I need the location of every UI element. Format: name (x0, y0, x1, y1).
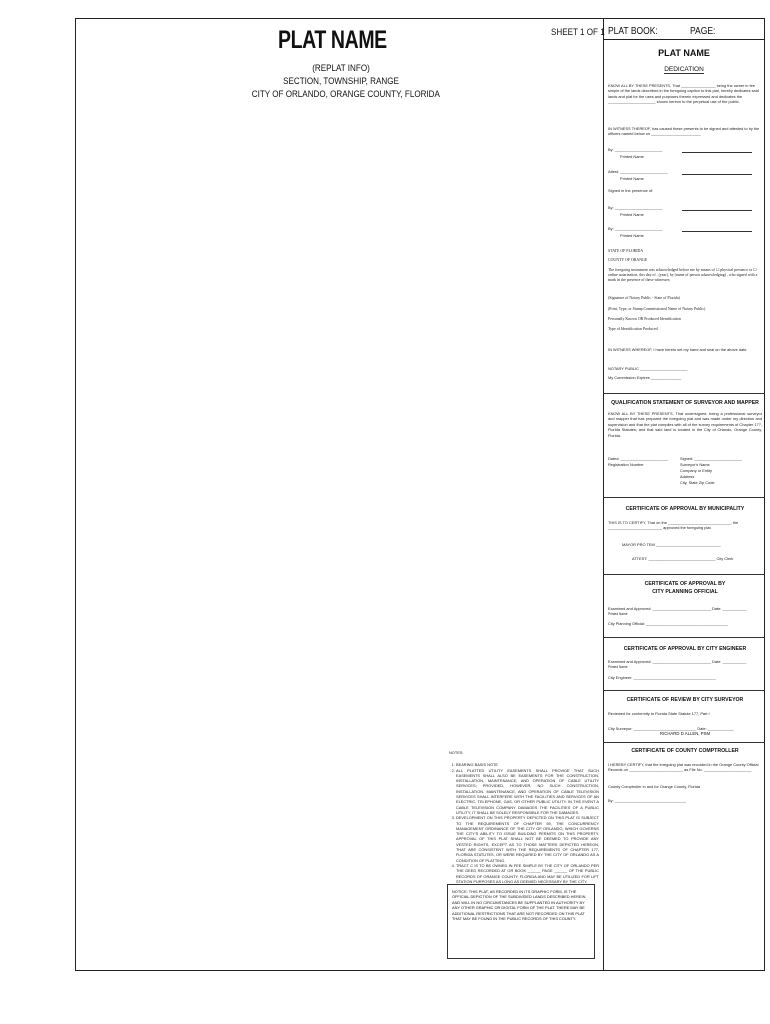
engineer-title: CERTIFICATE OF APPROVAL BY CITY ENGINEER (623, 646, 747, 652)
comptroller-by: By: _________________________________ (608, 798, 687, 803)
surveyor-body: KNOW ALL BY THESE PRESENTS, That undersigned, being a professional surveyor and mapper that has prepared the foregoing plat and was made under my direction and supervision and that the plat complies with all of the survey requirements of Chapter 177, Florida Statutes; and that said land is located in the City of Orlando, Orange County, Florida. (608, 411, 762, 438)
planning-title-1: CERTIFICATE OF APPROVAL BY (644, 581, 726, 587)
surveyor-dated: Dated: ______________________ (608, 456, 669, 461)
dedication-by-3: By: ______________________ (608, 226, 663, 231)
city-surveyor-title: CERTIFICATE OF REVIEW BY CITY SURVEYOR (626, 697, 744, 703)
comptroller-county: County Comptroller in and for Orange County, Florida (608, 784, 701, 789)
notary-public-line: NOTARY PUBLIC ______________________ (608, 366, 688, 371)
comptroller-title: CERTIFICATE OF COUNTY COMPTROLLER (631, 748, 739, 754)
section-township-range: SECTION, TOWNSHIP, RANGE (283, 76, 399, 87)
plat-sheet-border (75, 18, 765, 971)
section-divider (603, 497, 765, 498)
municipality-body: THIS IS TO CERTIFY, That on the _____________________________, the _________________________ approved the foregoing plat. (608, 520, 739, 531)
dedication-attest: Attest: ______________________ (608, 169, 668, 174)
dedication-title: DEDICATION (664, 66, 704, 73)
notes-list (449, 762, 599, 884)
city-planning-official: City Planning Official: ______________________________________ (608, 621, 729, 626)
notice-box (447, 884, 595, 959)
commission-expires: My Commission Expires ______________ (608, 375, 682, 380)
notes-block (449, 750, 599, 884)
surveyor-title: QUALIFICATION STATEMENT OF SURVEYOR AND MAPPER (611, 400, 759, 406)
note-item: 4. TRACT C IS TO BE OWNED IN FEE SIMPLE BY THE CITY OF ORLANDO PER THE DEED RECORDED AT OR BOOK ______ PAGE ______ OF THE PUBLIC RECORDS OF ORANGE COUNTY, FLORIDA AND MAY BE UTILIZED FOR LIFT STATION PURPOSES AS LONG AS DEEMED NECESSARY BY THE CITY. (456, 863, 599, 884)
dedication-by-2: By: ______________________ (608, 205, 663, 210)
header-divider (603, 39, 765, 40)
signed-presence: Signed in the presence of: (608, 188, 654, 193)
dedication-body: KNOW ALL BY THESE PRESENTS, That ________________ being the owner in fee simple of the lands described in the foregoing caption to this plat, hereby dedicates said lands and plat for the uses and purposes therein expressed and dedicates the ______________________ shown hereon to the perpetual use of the public. (608, 83, 759, 105)
county-of-orange: COUNTY OF ORANGE (608, 258, 648, 262)
mayor-pro-tem: MAYOR PRO TEM ______________________________ (622, 542, 721, 547)
notice-text: NOTICE: THIS PLAT, AS RECORDED IN ITS GRAPHIC FORM, IS THE OFFICIAL DEPICTION OF THE SUBDIVIDED LANDS DESCRIBED HEREIN AND WILL IN NO CIRCUMSTANCES BE SUPPLANTED IN AUTHORITY BY ANY OTHER GRAPHIC OR DIGITAL FORM OF THE PLAT. THERE MAY BE ADDITIONAL RESTRICTIONS THAT ARE NOT RECORDED ON THIS PLAT THAT MAY BE FOUND IN THE PUBLIC RECORDS OF THIS COUNTY. (452, 889, 586, 922)
section-divider (603, 690, 765, 691)
note-item: 2. ALL PLATTED UTILITY EASEMENTS SHALL PROVIDE THAT SUCH EASEMENTS SHALL ALSO BE EASEMENTS FOR THE CONSTRUCTION, INSTALLATION, MAINTENANCE, AND OPERATION OF CABLE UTILITY SERVICES; PROVIDED, HOWEVER, NO SUCH CONSTRUCTION, INSTALLATION, MAINTENANCE, AND OPERATION OF CABLE TELEVISION SERVICES SHALL INTERFERE WITH THE FACILITIES AND SERVICES OF AN ELECTRIC, TELEPHONE, GAS, OR OTHER PUBLIC UTILITY. IN THE EVENT A CABLE TELEVISION COMPANY DAMAGES THE FACILITIES OF A PUBLIC UTILITY, IT SHALL BE SOLELY RESPONSIBLE FOR THE DAMAGES. (456, 768, 599, 816)
printed-name-2: Printed Name (620, 176, 644, 181)
surveyor-name: Surveyor's Name (680, 462, 710, 467)
page-label: PAGE: (690, 26, 716, 37)
witness-whereof: IN WITNESS WHEREOF, I have hereto set my hand and seal on the above date. (608, 347, 748, 352)
section-divider (603, 393, 765, 394)
municipality-attest: ATTEST: _______________________________ City Clerk (632, 556, 734, 561)
personally-known: Personally Known OR Produced Identification (608, 317, 681, 321)
dedication-plat-name: PLAT NAME (658, 48, 710, 58)
acknowledgment-text: The foregoing instrument was acknowledged before me by means of ☐ physical presence or ☐ online notarization, this day of , (year), by (name of person acknowledging) , who signed with a mark in the presence of these witnesses: (608, 268, 758, 283)
surveyor-signed: Signed: ______________________ (680, 456, 742, 461)
plat-book-label: PLAT BOOK: (608, 26, 658, 37)
surveyor-city-state-zip: City, State Zip Code (680, 480, 715, 485)
right-column-divider (603, 18, 604, 971)
notary-signature-caption: (Signature of Notary Public - State of Florida) (608, 296, 680, 300)
city-surveyor-reviewed: Reviewed for conformity to Florida State Statute 177, Part I (608, 711, 710, 716)
dedication-witness: IN WITNESS THEREOF, has caused these presents to be signed and attested to by the officers named below on _______________________ (608, 126, 760, 137)
notary-print-caption: (Print, Type, or Stamp Commissioned Name of Notary Public) (608, 307, 706, 311)
printed-name-3: Printed Name (620, 212, 644, 217)
section-divider (603, 637, 765, 638)
section-divider (603, 742, 765, 743)
note-item: 1. BEARING BASIS NOTE (456, 762, 599, 767)
city-surveyor-name: RICHARD D ALLEN, PSM (659, 731, 711, 736)
municipality-title: CERTIFICATE OF APPROVAL BY MUNICIPALITY (625, 506, 745, 512)
city-surveyor-signature: City Surveyor: _____________________________ Date: ____________ (608, 726, 734, 731)
surveyor-address: Address (680, 474, 695, 479)
note-item: 3. DEVELOPMENT ON THIS PROPERTY DEPICTED ON THIS PLAT IS SUBJECT TO THE REQUIREMENTS OF CHAPTER 59, THE CONCURRENCY MANAGEMENT ORDINANCE OF THE CITY OF ORLANDO, WHICH GOVERNS THE CITY'S ABILITY TO ISSUE BUILDING PERMITS ON THIS PROPERTY. APPROVAL OF THIS PLAT SHALL NOT BE DEEMED TO PROVIDE ANY VESTED RIGHTS, EXCEPT AS TO THOSE MATTERS DEPICTED HEREON, THAT ARE CONSISTENT WITH THE REQUIREMENTS OF CHAPTER 177, FLORIDA STATUTES, OR WERE REQUIRED BY THE CITY OF ORLANDO AS A CONDITION OF PLATTING. (456, 815, 599, 863)
sheet-number: SHEET 1 OF 1 (551, 27, 605, 38)
signature-line (682, 231, 752, 232)
type-of-identification: Type of Identification Produced (608, 327, 658, 331)
title-block (236, 62, 446, 101)
signature-line (682, 174, 752, 175)
comptroller-body: I HEREBY CERTIFY, that the foregoing plat was recorded in the Orange County Official Records on _________________________ as File No. ______________________ (608, 762, 759, 773)
city-engineer: City Engineer: ______________________________________ (608, 675, 716, 680)
signature-line (682, 210, 752, 211)
section-divider (603, 574, 765, 575)
planning-printed-name: Printed Name (608, 612, 628, 616)
company-entity: Company or Entity (680, 468, 713, 473)
printed-name-4: Printed Name (620, 233, 644, 238)
replat-info: (REPLAT INFO) (312, 63, 370, 74)
planning-examined: Examined and Approved: ___________________________ Date: ___________ (608, 606, 747, 611)
dedication-by-1: By: ______________________ (608, 147, 663, 152)
printed-name-1: Printed Name (620, 154, 644, 159)
plat-title: PLAT NAME (278, 26, 387, 54)
notes-title: NOTES: (449, 750, 464, 755)
city-county-state: CITY OF ORLANDO, ORANGE COUNTY, FLORIDA (251, 89, 440, 100)
engineer-printed-name: Printed Name (608, 665, 628, 669)
planning-title-2: CITY PLANNING OFFICIAL (652, 589, 718, 595)
registration-number: Registration Number (608, 462, 644, 467)
signature-line (682, 152, 752, 153)
engineer-examined: Examined and Approved: ___________________________ Date: ___________ (608, 659, 747, 664)
state-of-florida: STATE OF FLORIDA (608, 249, 644, 253)
